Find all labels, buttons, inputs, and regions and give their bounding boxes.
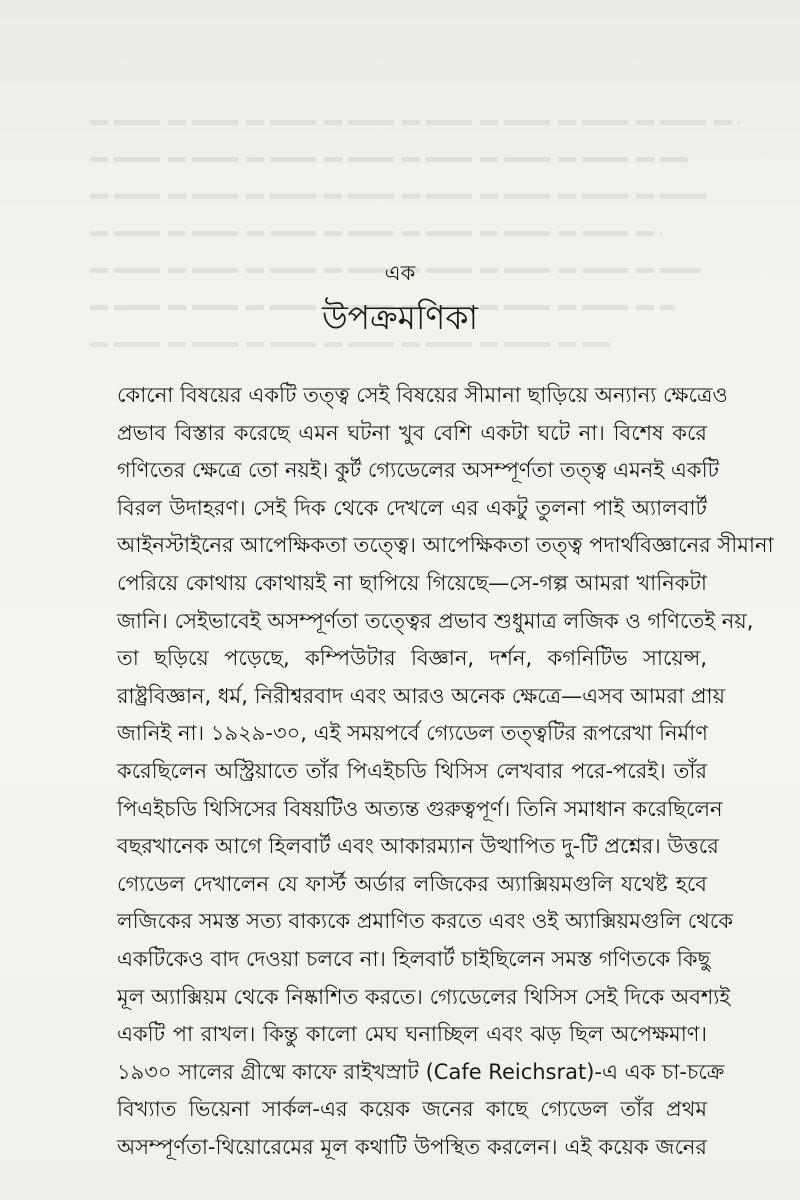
body-paragraph [117,377,774,1166]
text-line: গণিতের ক্ষেত্রে তো নয়ই। কুর্ট গ্যেডেলের অসম্পূর্ণতা তত্ত্ব এমনই একটি [117,458,720,483]
text-line: বছরখানেক আগে হিলবার্ট এবং আকারম্যান উত্থাপিত দু-টি প্রশ্নের। উত্তরে [117,834,719,859]
text-line: কোনো বিষয়ের একটি তত্ত্ব সেই বিষয়ের সীমানা ছাড়িয়ে অন্যান্য ক্ষেত্রেও [117,383,728,407]
text-line: একটিকেও বাদ দেওয়া চলবে না। হিলবার্ট চাইছিলেন সমস্ত গণিতকে কিছু [117,946,711,971]
text-line: করেছিলেন অস্ট্রিয়াতে তাঁর পিএইচডি থিসিস লেখবার পরে-পরেই। তাঁর [117,758,707,783]
text-line: রাষ্ট্রবিজ্ঞান, ধর্ম, নিরীশ্বরবাদ এবং আরও অনেক ক্ষেত্রে—এসব আমরা প্রায় [117,683,726,708]
text-line: একটি পা রাখল। কিন্তু কালো মেঘ ঘনাচ্ছিল এবং ঝড় ছিল অপেক্ষমাণ। [117,1022,707,1047]
chapter-number: এক [384,261,416,285]
text-line: বিরল উদাহরণ। সেই দিক থেকে দেখলে এর একটু তুলনা পাই অ্যালবার্ট [117,495,707,520]
text-line: ১৯৩০ সালের গ্রীষ্মে কাফে রাইখস্রাট (Cafe Reichsrat)-এ এক চা-চক্রে [117,1059,725,1084]
text-line: প্রভাব বিস্তার করেছে এমন ঘটনা খুব বেশি একটা ঘটে না। বিশেষ করে [117,420,707,445]
text-line: পিএইচডি থিসিসের বিষয়টিও অত্যন্ত গুরুত্বপূর্ণ। তিনি সমাধান করেছিলেন [117,796,723,821]
text-line: জানিই না। ১৯২৯-৩০, এই সময়পর্বে গ্যেডেল তত্ত্বটির রূপরেখা নির্মাণ [117,721,708,746]
text-line: আইনস্টাইনের আপেক্ষিকতা তত্ত্বে। আপেক্ষিকতা তত্ত্ব পদার্থবিজ্ঞানের সীমানা [117,533,774,558]
text-line: গ্যেডেল দেখালেন যে ফার্স্ট অর্ডার লজিকের অ্যাক্সিয়মগুলি যথেষ্ট হবে [117,871,707,896]
chapter-title: উপক্রমণিকা [321,298,479,337]
text-line: মূল অ্যাক্সিয়ম থেকে নিষ্কাশিত করতে। গ্যেডেলের থিসিস সেই দিকে অবশ্যই [117,984,731,1009]
text-line: লজিকের সমস্ত সত্য বাক্যকে প্রমাণিত করতে এবং ওই অ্যাক্সিয়মগুলি থেকে [117,909,734,934]
text-line: তা ছড়িয়ে পড়েছে, কম্পিউটার বিজ্ঞান, দর্শন, কগনিটিভ সায়েন্স, [117,646,707,671]
text-line: বিখ্যাত ভিয়েনা সার্কল-এর কয়েক জনের কাছে গ্যেডেল তাঁর প্রথম [117,1097,707,1122]
text-line: অসম্পূর্ণতা-থিয়োরেমের মূল কথাটি উপস্থিত করলেন। এই কয়েক জনের [117,1134,707,1159]
text-line: পেরিয়ে কোথায় কোথায়ই না ছাপিয়ে গিয়েছে—সে-গল্প আমরা খানিকটা [117,570,707,595]
text-line: জানি। সেইভাবেই অসম্পূর্ণতা তত্ত্বের প্রভাব শুধুমাত্র লজিক ও গণিতেই নয়, [117,608,754,633]
